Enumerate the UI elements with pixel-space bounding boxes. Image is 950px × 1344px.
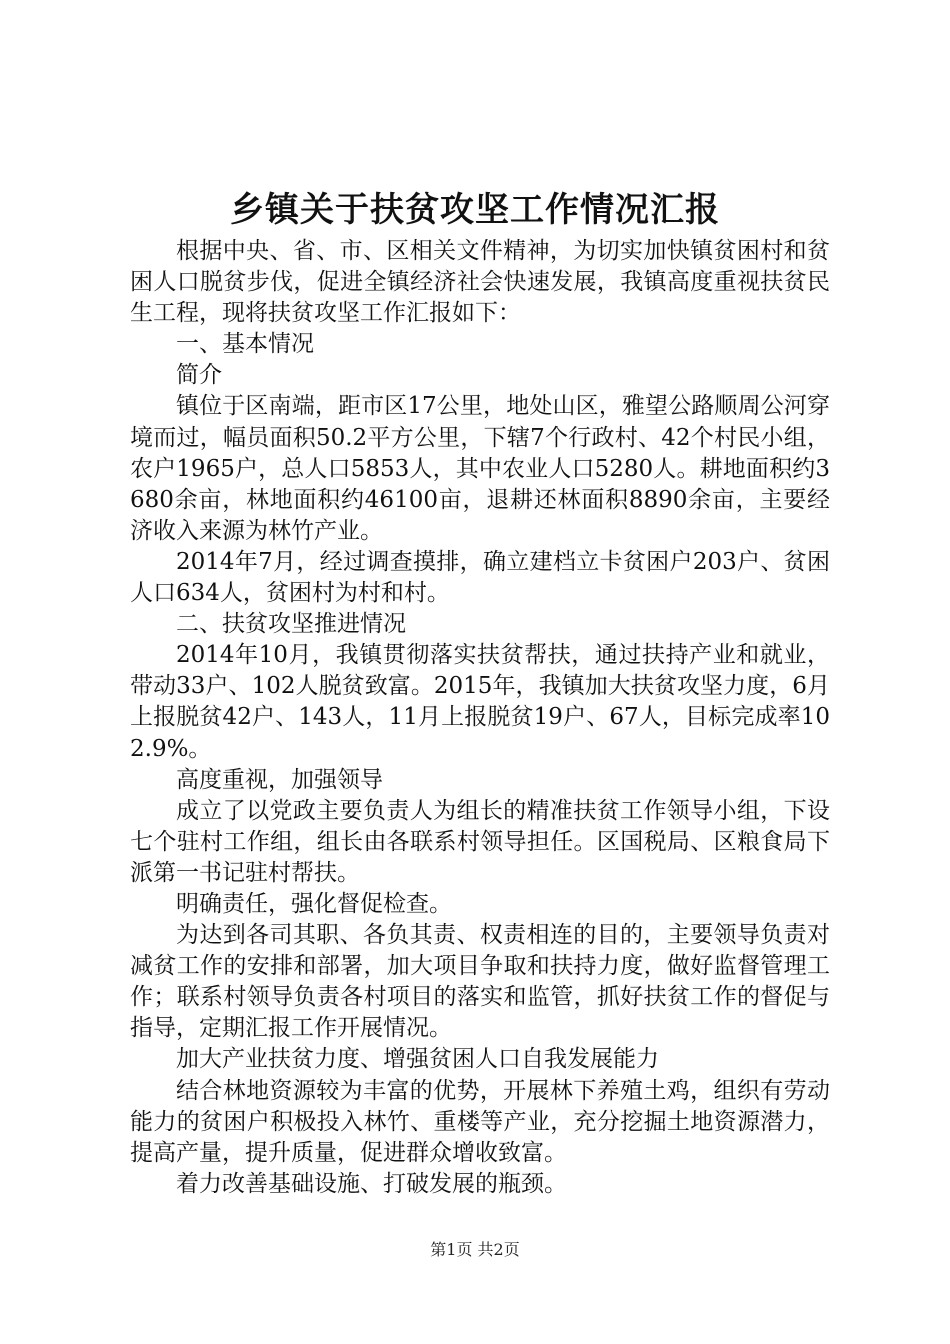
paragraph-poverty-registration: 2014年7月，经过调查摸排，确立建档立卡贫困户203户、贫困人口634人，贫困村为村和村。: [130, 548, 830, 607]
document-title: 乡镇关于扶贫攻坚工作情况汇报: [230, 190, 720, 230]
page-number-footer: 第1页 共2页: [430, 1240, 520, 1259]
section-heading-basic-info: 一、基本情况: [176, 331, 314, 358]
paragraph-town-overview: 镇位于区南端，距市区17公里，地处山区，雅望公路顺周公河穿境而过，幅员面积50.2平方公里，下辖7个行政村、42个村民小组，农户1965户，总人口5853人，其中农业人口5280人。耕地面积约3680余亩，林地面积约46100亩，退耕还林面积8890余亩，主要经济收入来源为林竹产业。: [130, 393, 830, 544]
document-body: [130, 236, 830, 1200]
subheading-overview: 简介: [176, 362, 222, 389]
paragraph-responsibility: 为达到各司其职、各负其责、权责相连的目的，主要领导负责对减贫工作的安排和部署，加大项目争取和扶持力度，做好监督管理工作；联系村领导负责各村项目的落实和监管，抓好扶贫工作的督促与指导，定期汇报工作开展情况。: [130, 922, 830, 1042]
subheading-industry: 加大产业扶贫力度、增强贫困人口自我发展能力: [176, 1046, 659, 1073]
section-heading-progress: 二、扶贫攻坚推进情况: [176, 611, 406, 638]
paragraph-intro: 根据中央、省、市、区相关文件精神，为切实加快镇贫困村和贫困人口脱贫步伐，促进全镇经济社会快速发展，我镇高度重视扶贫民生工程，现将扶贫攻坚工作汇报如下：: [130, 238, 830, 327]
paragraph-progress: 2014年10月，我镇贯彻落实扶贫帮扶，通过扶持产业和就业，带动33户、102人脱贫致富。2015年，我镇加大扶贫攻坚力度，6月上报脱贫42户、143人，11月上报脱贫19户、67人，目标完成率102.9%。: [130, 642, 830, 762]
paragraph-industry: 结合林地资源较为丰富的优势，开展林下养殖土鸡，组织有劳动能力的贫困户积极投入林竹、重楼等产业，充分挖掘土地资源潜力，提高产量，提升质量，促进群众增收致富。: [130, 1077, 830, 1166]
subheading-infrastructure: 着力改善基础设施、打破发展的瓶颈。: [176, 1170, 567, 1197]
paragraph-leadership: 成立了以党政主要负责人为组长的精准扶贫工作领导小组，下设七个驻村工作组，组长由各联系村领导担任。区国税局、区粮食局下派第一书记驻村帮扶。: [130, 797, 830, 886]
subheading-responsibility: 明确责任，强化督促检查。: [176, 890, 452, 917]
subheading-leadership: 高度重视，加强领导: [176, 766, 383, 793]
